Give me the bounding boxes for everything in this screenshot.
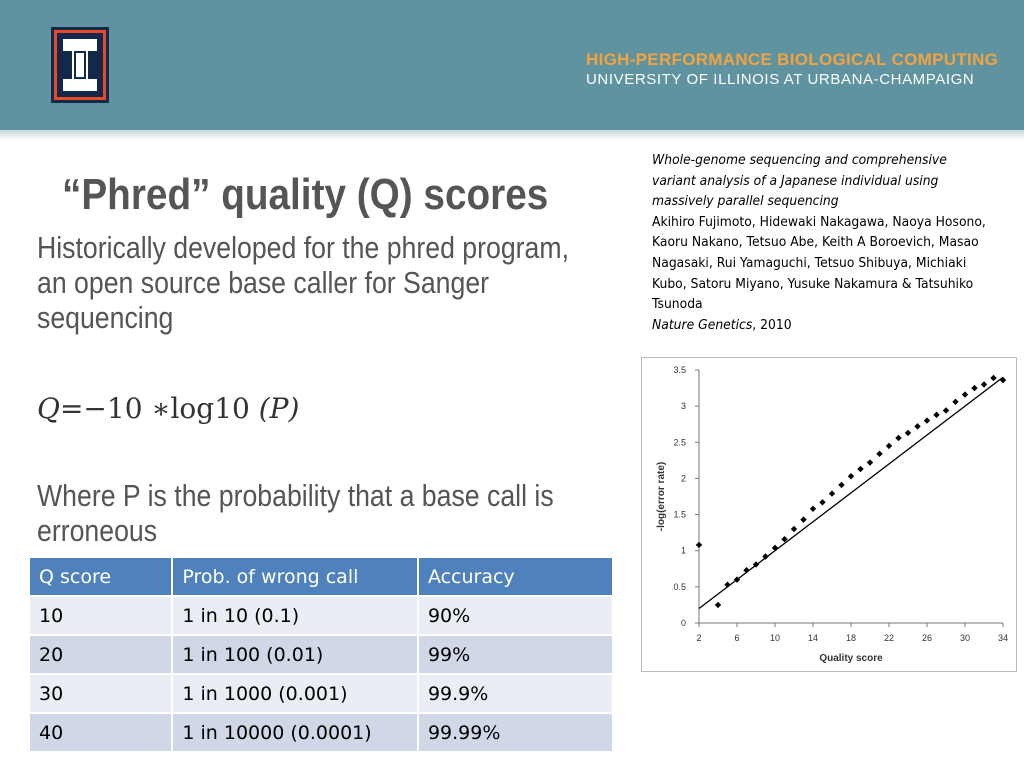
header-accuracy: Accuracy xyxy=(418,557,613,596)
cell-prob: 1 in 10000 (0.0001) xyxy=(172,713,418,752)
data-point xyxy=(810,506,816,512)
table-row xyxy=(29,635,613,674)
formula-body: =−10 ∗log10 xyxy=(59,392,259,425)
table-header-row xyxy=(29,557,613,596)
chart-svg xyxy=(642,358,1016,671)
data-point xyxy=(857,466,863,472)
cell-accuracy: 90% xyxy=(418,596,613,635)
header-prob-wrong: Prob. of wrong call xyxy=(172,557,418,596)
data-point xyxy=(981,381,987,387)
cell-q-score: 10 xyxy=(29,596,172,635)
cell-q-score: 20 xyxy=(29,635,172,674)
data-point xyxy=(819,499,825,505)
data-point xyxy=(990,375,996,381)
citation-source xyxy=(652,316,987,337)
header-shadow xyxy=(0,130,1024,140)
org-subtitle: UNIVERSITY OF ILLINOIS AT URBANA-CHAMPAIGN xyxy=(586,71,975,88)
cell-accuracy: 99% xyxy=(418,635,613,674)
header-band xyxy=(0,0,1024,130)
cell-q-score: 30 xyxy=(29,674,172,713)
definition-text: Where P is the probability that a base call is erroneous xyxy=(37,478,554,548)
org-title: HIGH-PERFORMANCE BIOLOGICAL COMPUTING xyxy=(586,50,999,69)
data-point xyxy=(876,451,882,457)
cell-q-score: 40 xyxy=(29,713,172,752)
data-point xyxy=(914,423,920,429)
data-point xyxy=(962,391,968,397)
data-point xyxy=(886,443,892,449)
y-tick-label: 2 xyxy=(680,473,686,484)
x-axis-title: Quality score xyxy=(819,653,883,664)
x-tick-label: 30 xyxy=(959,633,971,643)
data-point xyxy=(933,412,939,418)
data-point xyxy=(791,526,797,532)
x-tick-label: 26 xyxy=(921,633,933,643)
data-point xyxy=(905,430,911,436)
data-point xyxy=(848,473,854,479)
q-score-table xyxy=(28,556,614,753)
x-tick-label: 2 xyxy=(696,633,702,643)
cell-accuracy: 99.9% xyxy=(418,674,613,713)
data-point xyxy=(867,459,873,465)
formula-arg: (P) xyxy=(258,392,300,425)
x-tick-label: 34 xyxy=(997,633,1009,643)
cell-prob: 1 in 100 (0.01) xyxy=(172,635,418,674)
x-tick-label: 18 xyxy=(845,633,857,643)
y-axis-title: -log(error rate) xyxy=(656,461,667,532)
y-tick-label: 3.5 xyxy=(673,365,686,375)
table-row xyxy=(29,596,613,635)
data-point xyxy=(715,602,721,608)
cell-prob: 1 in 10 (0.1) xyxy=(172,596,418,635)
citation-title: Whole-genome sequencing and comprehensive variant analysis of a Japanese individual using massively parallel sequencing xyxy=(652,153,947,210)
formula-lhs: Q xyxy=(37,392,60,425)
data-point xyxy=(971,385,977,391)
citation-journal: Nature Genetics xyxy=(652,317,753,333)
illinois-logo-icon xyxy=(51,27,109,103)
data-point xyxy=(924,417,930,423)
table-row xyxy=(29,674,613,713)
data-point xyxy=(696,542,702,548)
x-tick-label: 6 xyxy=(734,633,740,643)
x-tick-label: 10 xyxy=(769,633,781,643)
citation-authors: Akihiro Fujimoto, Hidewaki Nakagawa, Naoya Hosono, Kaoru Nakano, Tetsuo Abe, Keith A Boroevich, Masao Nagasaki, Rui Yamaguchi, Tetsuo Shibuya, Michiaki Kubo, Satoru Miyano, Yusuke Nakamura & Tatsuhiko Tsunoda xyxy=(652,214,986,313)
citation-year: , 2010 xyxy=(752,317,792,333)
cell-prob: 1 in 1000 (0.001) xyxy=(172,674,418,713)
y-tick-label: 2.5 xyxy=(673,437,686,448)
data-point xyxy=(952,399,958,405)
x-tick-label: 22 xyxy=(883,633,895,643)
data-point xyxy=(838,482,844,488)
y-tick-label: 1 xyxy=(680,545,686,556)
quality-score-chart xyxy=(641,357,1017,672)
y-tick-label: 1.5 xyxy=(673,509,686,520)
data-point xyxy=(800,516,806,522)
formula xyxy=(37,392,299,425)
data-point xyxy=(895,435,901,441)
intro-text: Historically developed for the phred program, an open source base caller for Sanger sequencing xyxy=(37,230,569,335)
slide-title: “Phred” quality (Q) scores xyxy=(62,170,549,219)
y-tick-label: 0.5 xyxy=(673,581,686,592)
trend-line xyxy=(699,377,1003,608)
cell-accuracy: 99.99% xyxy=(418,713,613,752)
header-q-score: Q score xyxy=(29,557,172,596)
table-row xyxy=(29,713,613,752)
x-tick-label: 14 xyxy=(807,633,819,643)
citation xyxy=(652,151,987,336)
y-tick-label: 3 xyxy=(680,401,686,412)
data-point xyxy=(829,490,835,496)
y-tick-label: 0 xyxy=(680,618,686,628)
data-point xyxy=(943,407,949,413)
